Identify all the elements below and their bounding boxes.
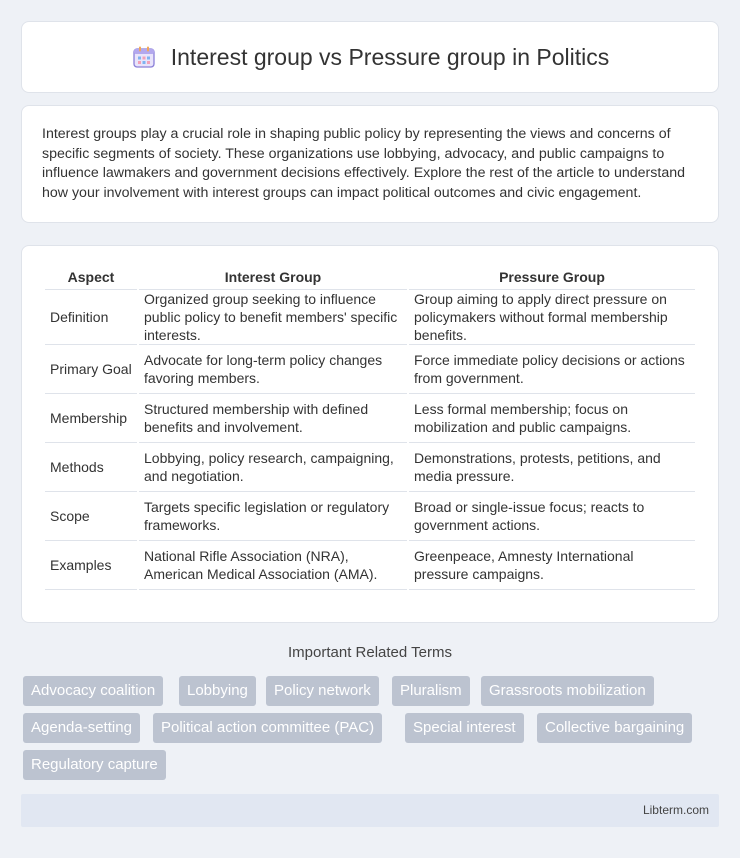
- pressure-group-cell: Greenpeace, Amnesty International pressure campaigns.: [409, 541, 695, 590]
- term-tag[interactable]: Advocacy coalition: [23, 676, 163, 706]
- aspect-cell: Scope: [45, 492, 137, 541]
- page-title: Interest group vs Pressure group in Politics: [170, 43, 610, 70]
- interest-group-cell: Organized group seeking to influence public policy to benefit members' specific interests.: [139, 290, 407, 345]
- term-tag[interactable]: Agenda-setting: [23, 713, 140, 743]
- intro-card: [21, 105, 719, 223]
- pressure-group-cell: Less formal membership; focus on mobilization and public campaigns.: [409, 394, 695, 443]
- column-header-aspect: Aspect: [45, 266, 137, 290]
- table-row: [45, 492, 695, 541]
- comparison-table: [43, 266, 697, 590]
- related-terms-title: Important Related Terms: [288, 644, 452, 661]
- aspect-cell: Methods: [45, 443, 137, 492]
- term-tag[interactable]: Political action committee (PAC): [153, 713, 382, 743]
- interest-group-cell: National Rifle Association (NRA), American Medical Association (AMA).: [139, 541, 407, 590]
- interest-group-cell: Structured membership with defined benefits and involvement.: [139, 394, 407, 443]
- term-tag[interactable]: Lobbying: [179, 676, 256, 706]
- interest-group-cell: Lobbying, policy research, campaigning, and negotiation.: [139, 443, 407, 492]
- intro-text: Interest groups play a crucial role in shaping public policy by representing the views and concerns of specific segments of society. These organizations use lobbying, advocacy, and public campaigns to influence lawmakers and government decisions effectively. Explore the rest of the article to understand how your involvement with interest groups can impact political outcomes and civic engagement.: [42, 126, 685, 201]
- aspect-cell: Membership: [45, 394, 137, 443]
- term-tag[interactable]: Pluralism: [392, 676, 470, 706]
- footer-site-link[interactable]: Libterm.com: [642, 803, 709, 817]
- footer: [21, 794, 719, 827]
- aspect-cell: Definition: [45, 290, 137, 345]
- interest-group-cell: Targets specific legislation or regulatory frameworks.: [139, 492, 407, 541]
- table-row: [45, 290, 695, 345]
- pressure-group-cell: Group aiming to apply direct pressure on policymakers without formal membership benefits.: [409, 290, 695, 345]
- header-card: [21, 21, 719, 93]
- term-tag[interactable]: Collective bargaining: [537, 713, 692, 743]
- table-row: [45, 394, 695, 443]
- table-row: [45, 345, 695, 394]
- comparison-card: [21, 245, 719, 623]
- table-header-row: [45, 266, 695, 290]
- aspect-cell: Primary Goal: [45, 345, 137, 394]
- term-tag[interactable]: Regulatory capture: [23, 750, 166, 780]
- column-header-interest-group: Interest Group: [139, 266, 407, 290]
- table-row: [45, 443, 695, 492]
- term-tag[interactable]: Policy network: [266, 676, 379, 706]
- calendar-icon: [131, 44, 157, 70]
- interest-group-cell: Advocate for long-term policy changes favoring members.: [139, 345, 407, 394]
- table-row: [45, 541, 695, 590]
- pressure-group-cell: Demonstrations, protests, petitions, and media pressure.: [409, 443, 695, 492]
- term-tag[interactable]: Grassroots mobilization: [481, 676, 654, 706]
- column-header-pressure-group: Pressure Group: [409, 266, 695, 290]
- aspect-cell: Examples: [45, 541, 137, 590]
- pressure-group-cell: Force immediate policy decisions or actions from government.: [409, 345, 695, 394]
- pressure-group-cell: Broad or single-issue focus; reacts to government actions.: [409, 492, 695, 541]
- term-tag[interactable]: Special interest: [405, 713, 524, 743]
